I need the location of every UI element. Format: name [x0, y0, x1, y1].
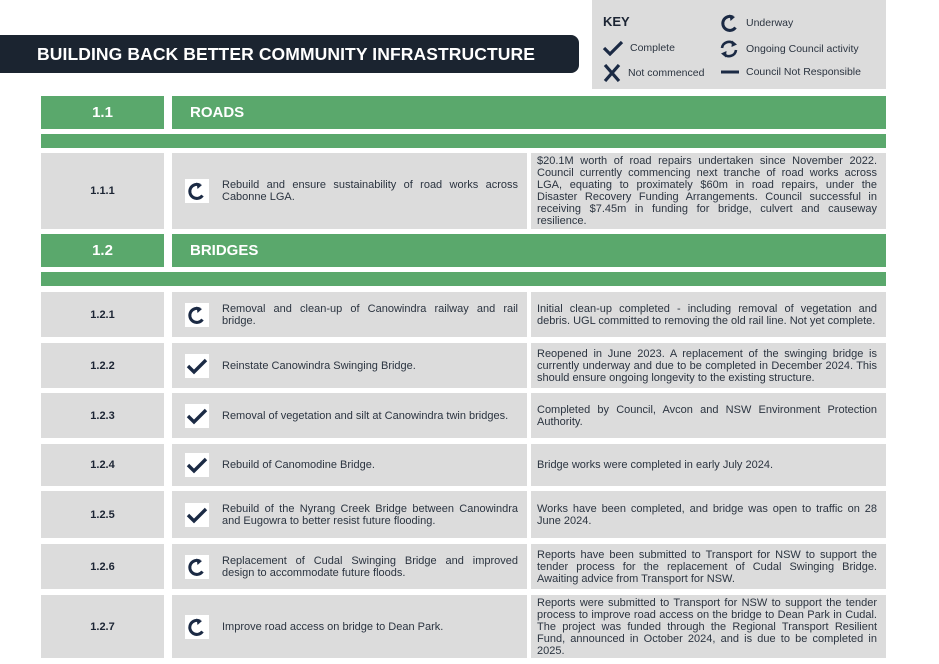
- section-number: 1.1: [41, 96, 164, 129]
- item-id: 1.2.2: [41, 343, 164, 388]
- underway-icon: [185, 555, 209, 579]
- item-description: Improve road access on bridge to Dean Park.: [222, 620, 444, 633]
- item-status-cell: [531, 595, 886, 658]
- item-status-cell: [531, 343, 886, 388]
- table-row: [41, 153, 886, 229]
- ongoing-icon: [718, 39, 740, 59]
- item-status: Works have been completed, and bridge was open to traffic on 28 June 2024.: [537, 502, 877, 527]
- item-status: $20.1M worth of road repairs undertaken since November 2022. Council currently commencing next tranche of road works across LGA, equating to proximately $60m in road repairs, under the Disaster Recovery Funding Arrangements. Council successful in receiving $7.45m in funding for bridge, culvert and causeway resilience.: [537, 155, 877, 227]
- page-title: BUILDING BACK BETTER COMMUNITY INFRASTRUCTURE: [37, 44, 536, 64]
- item-description-cell: [172, 292, 527, 337]
- section-divider: [41, 134, 886, 148]
- table-row: [41, 292, 886, 337]
- page-title-bar: [0, 35, 579, 73]
- underway-icon: [185, 303, 209, 327]
- item-description: Removal and clean-up of Canowindra railway and rail bridge.: [222, 302, 518, 327]
- key-complete: [602, 40, 675, 56]
- complete-icon: [185, 404, 209, 428]
- table-row: [41, 595, 886, 658]
- table-row: [41, 343, 886, 388]
- item-description: Replacement of Cudal Swinging Bridge and improved design to accommodate future floods.: [222, 554, 518, 579]
- table-row: [41, 491, 886, 538]
- complete-icon: [185, 503, 209, 527]
- not-responsible-icon: [720, 64, 740, 80]
- key-complete-label: Complete: [630, 42, 675, 54]
- key-ongoing-label: Ongoing Council activity: [746, 43, 859, 55]
- key-underway: [720, 13, 793, 33]
- item-id: 1.2.3: [41, 393, 164, 438]
- item-id: 1.1.1: [41, 153, 164, 229]
- item-id: 1.2.6: [41, 544, 164, 589]
- table-row: [41, 544, 886, 589]
- item-description-cell: [172, 393, 527, 438]
- item-description: Removal of vegetation and silt at Canowindra twin bridges.: [222, 409, 509, 422]
- complete-icon: [602, 40, 624, 56]
- key-not-commenced-label: Not commenced: [628, 67, 705, 79]
- item-status-cell: [531, 292, 886, 337]
- section-roads: [41, 96, 886, 129]
- item-description-cell: [172, 153, 527, 229]
- item-description: Rebuild of the Nyrang Creek Bridge between Canowindra and Eugowra to better resist future flooding.: [222, 502, 518, 527]
- section-bridges: [41, 234, 886, 267]
- underway-icon: [185, 179, 209, 203]
- item-status: Completed by Council, Avcon and NSW Environment Protection Authority.: [537, 403, 877, 428]
- key-not-commenced: [602, 64, 704, 82]
- item-status-cell: [531, 491, 886, 538]
- underway-icon: [720, 13, 740, 33]
- key-not-responsible-label: Council Not Responsible: [746, 66, 861, 78]
- item-id: 1.2.1: [41, 292, 164, 337]
- item-status: Reports have been submitted to Transport for NSW to support the tender process for the replacement of Cudal Swinging Bridge. Awaiting advice from Transport for NSW.: [537, 548, 877, 585]
- item-description-cell: [172, 343, 527, 388]
- item-status-cell: [531, 393, 886, 438]
- section-name: BRIDGES: [172, 234, 886, 267]
- item-status-cell: [531, 444, 886, 486]
- item-description: Reinstate Canowindra Swinging Bridge.: [222, 359, 416, 372]
- item-id: 1.2.5: [41, 491, 164, 538]
- key-ongoing: [718, 39, 859, 59]
- key-underway-label: Underway: [746, 17, 794, 29]
- item-description-cell: [172, 544, 527, 589]
- item-status: Initial clean-up completed - including removal of vegetation and debris. UGL committed to removing the old rail line. Not yet complete.: [537, 302, 877, 327]
- section-name: ROADS: [172, 96, 886, 129]
- not-commenced-icon: [602, 64, 622, 82]
- underway-icon: [185, 615, 209, 639]
- item-id: 1.2.7: [41, 595, 164, 658]
- item-description: Rebuild of Canomodine Bridge.: [222, 459, 375, 471]
- key-not-responsible: [720, 64, 861, 80]
- section-number: 1.2: [41, 234, 164, 267]
- status-key: [592, 0, 886, 89]
- key-heading: KEY: [603, 14, 630, 29]
- item-status: Bridge works were completed in early July 2024.: [537, 459, 774, 471]
- item-status-cell: [531, 153, 886, 229]
- table-row: [41, 444, 886, 486]
- complete-icon: [185, 453, 209, 477]
- section-divider: [41, 272, 886, 286]
- item-description-cell: [172, 491, 527, 538]
- item-status: Reports were submitted to Transport for NSW to support the tender process to improve road access on the bridge to Dean Park in Cudal. The project was funded through the Regional Transport Resilient Fund, announced in October 2024, and is due to be completed in 2025.: [537, 596, 877, 657]
- item-status-cell: [531, 544, 886, 589]
- table-row: [41, 393, 886, 438]
- item-description: Rebuild and ensure sustainability of road works across Cabonne LGA.: [222, 179, 518, 203]
- item-status: Reopened in June 2023. A replacement of the swinging bridge is currently underway and due to be completed in December 2024. This should ensure ongoing longevity to the existing structure.: [537, 347, 877, 384]
- item-description-cell: [172, 444, 527, 486]
- complete-icon: [185, 354, 209, 378]
- item-id: 1.2.4: [41, 444, 164, 486]
- item-description-cell: [172, 595, 527, 658]
